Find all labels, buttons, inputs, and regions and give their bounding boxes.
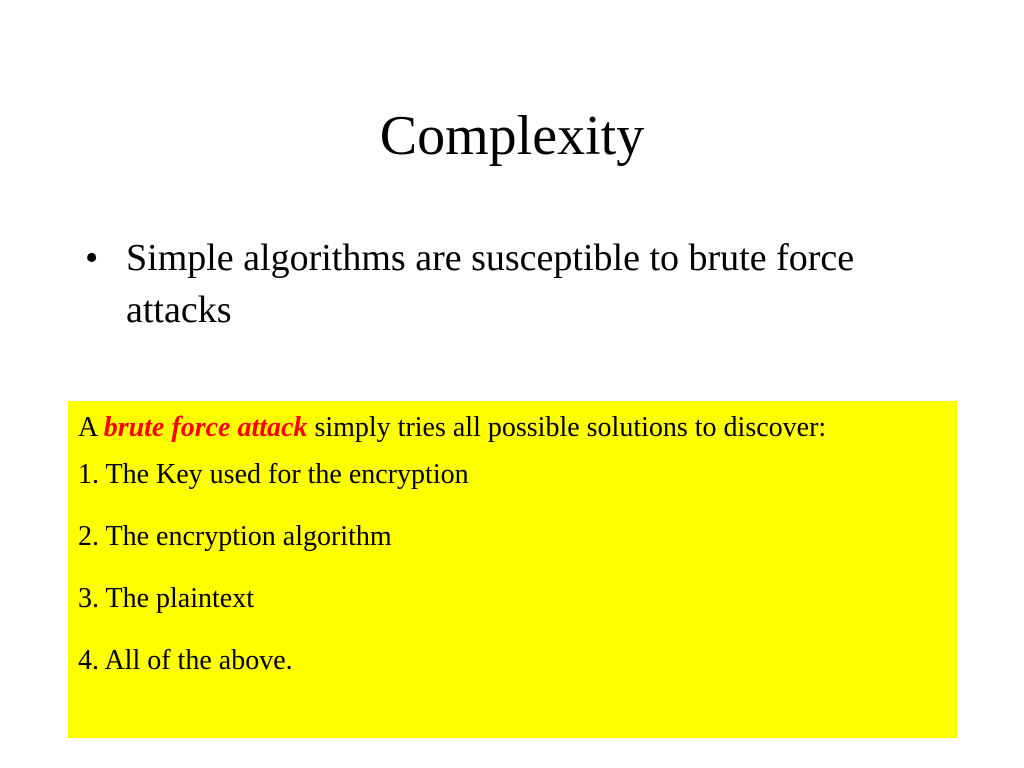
slide-title: Complexity	[379, 105, 645, 167]
callout-option: 3. The plaintext	[78, 583, 254, 614]
callout-option: 1. The Key used for the encryption	[78, 459, 469, 490]
callout-option: 2. The encryption algorithm	[78, 521, 392, 552]
bullet-list	[85, 232, 925, 336]
bullet-item	[85, 232, 925, 336]
callout-option: 4. All of the above.	[78, 645, 293, 676]
brute-force-attack-term: brute force attack	[103, 412, 308, 443]
callout-box	[68, 401, 957, 738]
callout-intro-prefix: A	[78, 412, 104, 443]
callout-intro	[78, 411, 947, 445]
bullet-text: Simple algorithms are susceptible to brute force attacks	[126, 237, 855, 331]
callout-intro-suffix: simply tries all possible solutions to discover:	[307, 412, 827, 443]
bullet-dot-icon: •	[85, 237, 99, 279]
